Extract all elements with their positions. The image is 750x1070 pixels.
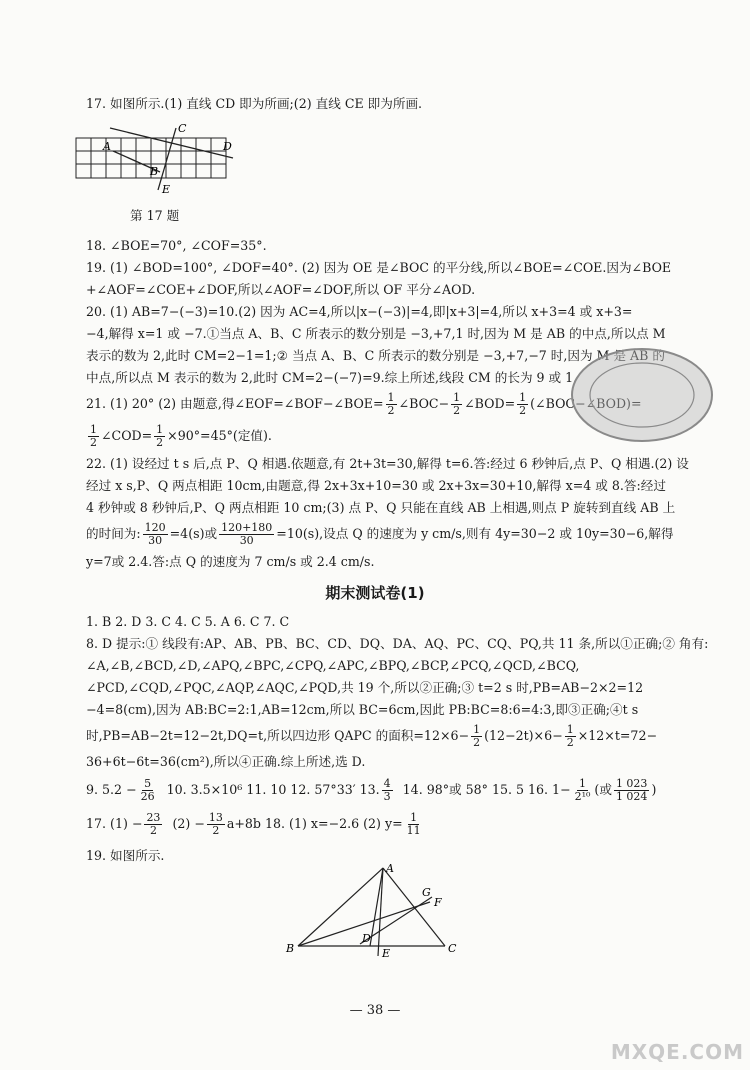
answers-17-18: 17. (1) − $\frac{23}{2}$ (2) − $\frac{13}{2}$ a+8b 18. (1) x=−2.6 (2) y= $\frac{1}{11}$	[86, 811, 421, 837]
fraction-half: $\frac{1}{2}$	[566, 723, 574, 749]
q17-text: 17. 如图所示.(1) 直线 CD 即为所画;(2) 直线 CE 即为所画.	[86, 96, 423, 111]
q20-line-2: −4,解得 x=1 或 −7.①当点 A、B、C 所表示的数分别是 −3,+7,1 时,因为 M 是 AB 的中点,所以点 M	[86, 326, 666, 341]
watermark-text: MXQE.COM	[610, 1040, 744, 1064]
answers-9-16: 9. 5.2 − $\frac{5}{26}$ 10. 3.5×10⁶ 11. 10 12. 57°33′ 13. $\frac{4}{3}$ 14. 98°或 58° 15. 5 16. 1− $\frac{1}{\text{2¹⁰}}$ (或 $\frac{1 023}{1 024}$ )	[86, 777, 657, 803]
q20-line-3: 表示的数为 2,此时 CM=2−1=1;② 当点 A、B、C 所表示的数分别是 −3,+7,−7 时,因为 M 是 AB 的	[86, 348, 665, 363]
q22-line-2: 经过 x s,P、Q 两点相距 10cm,由题意,得 2x+3x+10=30 或 2x+3x=30+10,解得 x=4 或 8.答:经过	[86, 478, 666, 493]
fraction-half: $\frac{1}{2}$	[453, 391, 461, 417]
q20-line-4: 中点,所以点 M 表示的数为 2,此时 CM=2−(−7)=9.综上所述,线段 CM 的长为 9 或 1.	[86, 370, 578, 385]
fraction-half: $\frac{1}{2}$	[90, 423, 97, 449]
fig17-label-b: B	[150, 165, 159, 178]
q22-line-5: y=7或 2.4.答:点 Q 的速度为 7 cm/s 或 2.4 cm/s.	[86, 554, 375, 569]
figure-17	[68, 118, 248, 203]
q18-text: 18. ∠BOE=70°, ∠COF=35°.	[86, 238, 267, 253]
q8-line-5: 时,PB=AB−2t=12−2t,DQ=t,所以四边形 QAPC 的面积=12×6− $\frac{1}{2}$ (12−2t)×6− $\frac{1}{2}$ ×12×t=72−	[86, 723, 658, 749]
q22-line-3: 4 秒钟或 8 秒钟后,P、Q 两点相距 10 cm;(3) 点 P、Q 只能在直线 AB 上相遇,则点 P 旋转到直线 AB 上	[86, 500, 676, 515]
q19-line-2: +∠AOF=∠COE+∠DOF,所以∠AOF=∠DOF,所以 OF 平分∠AOD.	[86, 282, 476, 297]
fig19-label-d: D	[362, 932, 371, 945]
fraction-half: $\frac{1}{2}$	[156, 423, 164, 449]
stamp-seal	[562, 340, 722, 450]
fraction-120-30: $\frac{120}{30}$	[144, 521, 166, 547]
fig17-label-e: E	[162, 183, 171, 196]
page-number: — 38 —	[349, 1003, 401, 1018]
fig17-label-c: C	[178, 122, 187, 135]
fig17-label-d: D	[223, 140, 232, 153]
fig17-label-a: A	[103, 140, 111, 153]
q19-line-1: 19. (1) ∠BOD=100°, ∠DOF=40°. (2) 因为 OE 是∠BOC 的平分线,所以∠BOE=∠COE.因为∠BOE	[86, 260, 672, 275]
q8-line-4: −4=8(cm),因为 AB:BC=2:1,AB=12cm,所以 BC=6cm,因此 PB:BC=8:6=4:3,即③正确;④t s	[86, 702, 639, 717]
q21-line-2: $\frac{1}{2}$ ∠COD= $\frac{1}{2}$ ×90°=45°(定值).	[90, 423, 272, 449]
watermark-logo	[612, 1010, 750, 1070]
fig19-label-a: A	[386, 862, 394, 875]
q8-line-2: ∠A,∠B,∠BCD,∠D,∠APQ,∠BPC,∠CPQ,∠APC,∠BPQ,∠BCP,∠PCQ,∠QCD,∠BCQ,	[86, 658, 580, 673]
answers-1-7: 1. B 2. D 3. C 4. C 5. A 6. C 7. C	[86, 614, 290, 629]
q21-line-1: 21. (1) 20° (2) 由题意,得∠EOF=∠BOF−∠BOE= $\frac{1}{2}$ ∠BOC− $\frac{1}{2}$ ∠BOD= $\frac{1}{2}$ (∠BOC−∠BOD)=	[86, 391, 642, 417]
q22-line-4: 的时间为: $\frac{120}{30}$ =4(s)或 $\frac{120+180}{30}$ =10(s),设点 Q 的速度为 y cm/s,则有 4y=30−2 或 10y=30−6,解得	[86, 521, 674, 547]
fig19-label-f: F	[434, 896, 442, 909]
q8-line-3: ∠PCD,∠CQD,∠PQC,∠AQP,∠AQC,∠PQD,共 19 个,所以②正确;③ t=2 s 时,PB=AB−2×2=12	[86, 680, 644, 695]
fraction-half: $\frac{1}{2}$	[387, 391, 395, 417]
figure-17-caption: 第 17 题	[130, 208, 180, 223]
section-title: 期末测试卷(1)	[325, 584, 425, 602]
q20-line-1: 20. (1) AB=7−(−3)=10.(2) 因为 AC=4,所以|x−(−3)|=4,即|x+3|=4,所以 x+3=4 或 x+3=	[86, 304, 633, 319]
q8-line-6: 36+6t−6t=36(cm²),所以④正确.综上所述,选 D.	[86, 754, 366, 769]
fraction-300-30: $\frac{120+180}{30}$	[221, 521, 273, 547]
fraction-half: $\frac{1}{2}$	[519, 391, 527, 417]
fig19-label-c: C	[448, 942, 457, 955]
fig19-label-g: G	[422, 886, 431, 899]
q19-answer: 19. 如图所示.	[86, 848, 165, 863]
fig19-label-b: B	[286, 942, 295, 955]
figure-19	[280, 860, 470, 960]
q8-line-1: 8. D 提示:① 线段有:AP、AB、PB、BC、CD、DQ、DA、AQ、PC、CQ、PQ,共 11 条,所以①正确;② 角有:	[86, 636, 709, 651]
fraction-half: $\frac{1}{2}$	[473, 723, 481, 749]
q22-line-1: 22. (1) 设经过 t s 后,点 P、Q 相遇.依题意,有 2t+3t=30,解得 t=6.答:经过 6 秒钟后,点 P、Q 相遇.(2) 设	[86, 456, 689, 471]
fig19-label-e: E	[382, 947, 391, 960]
